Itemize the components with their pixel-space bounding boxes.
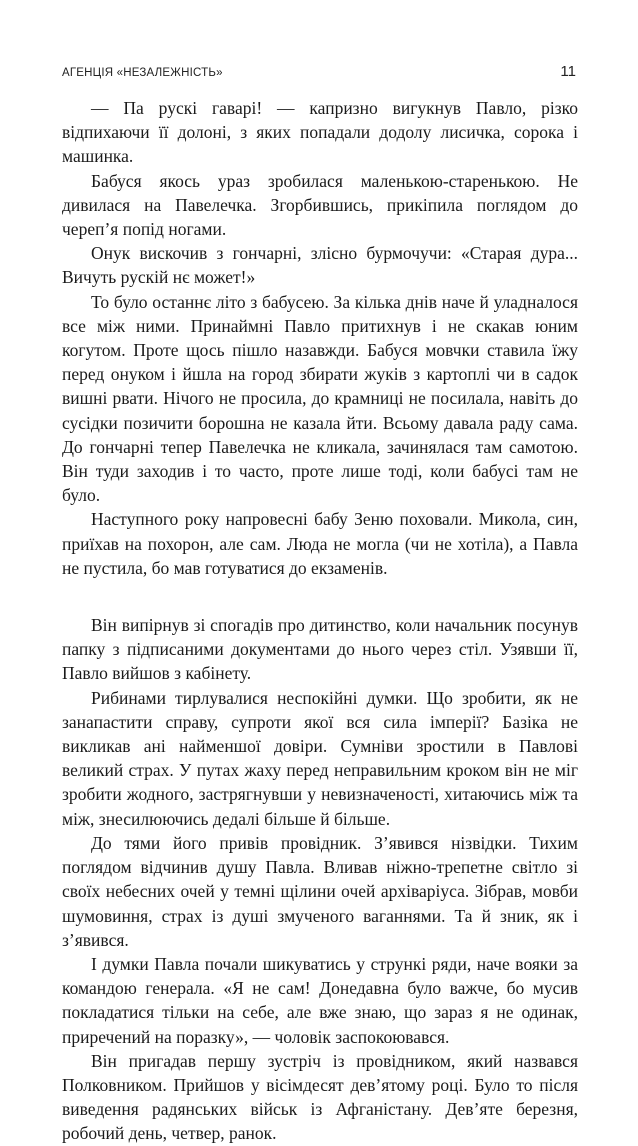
paragraph: Він випірнув зі спогадів про дитинство, коли начальник посунув папку з підписаними документами до нього через стіл. Узявши її, Павло вийшов з кабінету. [62,615,578,684]
body-text [62,96,578,1146]
paragraph: — Па рускі гаварі! — капризно вигукнув Павло, різко відпихаючи її долоні, з яких попадали додолу лисичка, сорока і машинка. [62,98,578,167]
paragraph: І думки Павла почали шикуватись у стрункі ряди, наче вояки за командою генерала. «Я не сам! Донедавна було важче, бо мусив покладатися тільки на себе, але вже знаю, що зараз я не одинак, приречений на поразку», — чоловік заспокоювався. [62,953,578,1047]
paragraph: Він пригадав першу зустріч із провідником, який назвався Полковником. Прийшов у вісімдесят дев’ятому році. Було то після виведення радянських військ із Афганістану. Дев’яте березня, робочий день, четвер, ранок. [62,1050,578,1144]
running-head [62,63,576,83]
paragraph: Бабуся якось ураз зробилася маленькою-старенькою. Не дивилася на Павелечка. Згорбившись, прикіпила поглядом до череп’я попід ногами. [62,170,578,240]
paragraph: Рибинами тирлувалися неспокійні думки. Що зробити, як не занапастити справу, супроти якої вся сила імперії? Базіка не викликав ані найменшої довіри. Сумніви зростили в Павлові великий страх. У путах жаху перед неправильним кроком він не міг зробити жодного, застрягнувши у невизначеності, хитаючись між та між, знесилюючись дедалі більше й більше. [62,687,578,829]
paragraph: Наступного року напровесні бабу Зеню поховали. Микола, син, приїхав на похорон, але сам. Люда не могла (чи не хотіла), а Павла не пустила, бо мав готуватися до екзаменів. [62,509,578,578]
paragraph: До тями його привів провідник. З’явився нізвідки. Тихим поглядом відчинив душу Павла. Вливав ніжно-трепетне світло зі своїх небесних очей у темні щілини очей архіваріуса. Зібрав, мовби шумовиння, страх із душі змученого ваганнями. Та й зник, як і з’явився. [62,832,578,950]
section-break [62,580,578,613]
paragraph: То було останнє літо з бабусею. За кілька днів наче й уладналося все між ними. Принаймні Павло притихнув і не скакав юним когутом. Проте щось пішло назавжди. Бабуся мовчки ставила їжу перед онуком і йшла на город збирати жуків з картоплі чи в садок вишні рвати. Нічого не просила, до крамниці не посилала, навіть до сусідки позичити борошна не казала йти. Всьому давала раду сама. До гончарні тепер Павелечка не кликала, зачинялася там самотою. Він туди заходив і то часто, проте лише тоді, коли бабусі там не було. [62,291,578,506]
page-number: 11 [560,63,576,80]
running-title: АГЕНЦІЯ «НЕЗАЛЕЖНІСТЬ» [62,67,223,79]
paragraph: Онук вискочив з гончарні, злісно бурмочучи: «Старая дура... Вичуть рускій нє может!» [62,243,578,288]
